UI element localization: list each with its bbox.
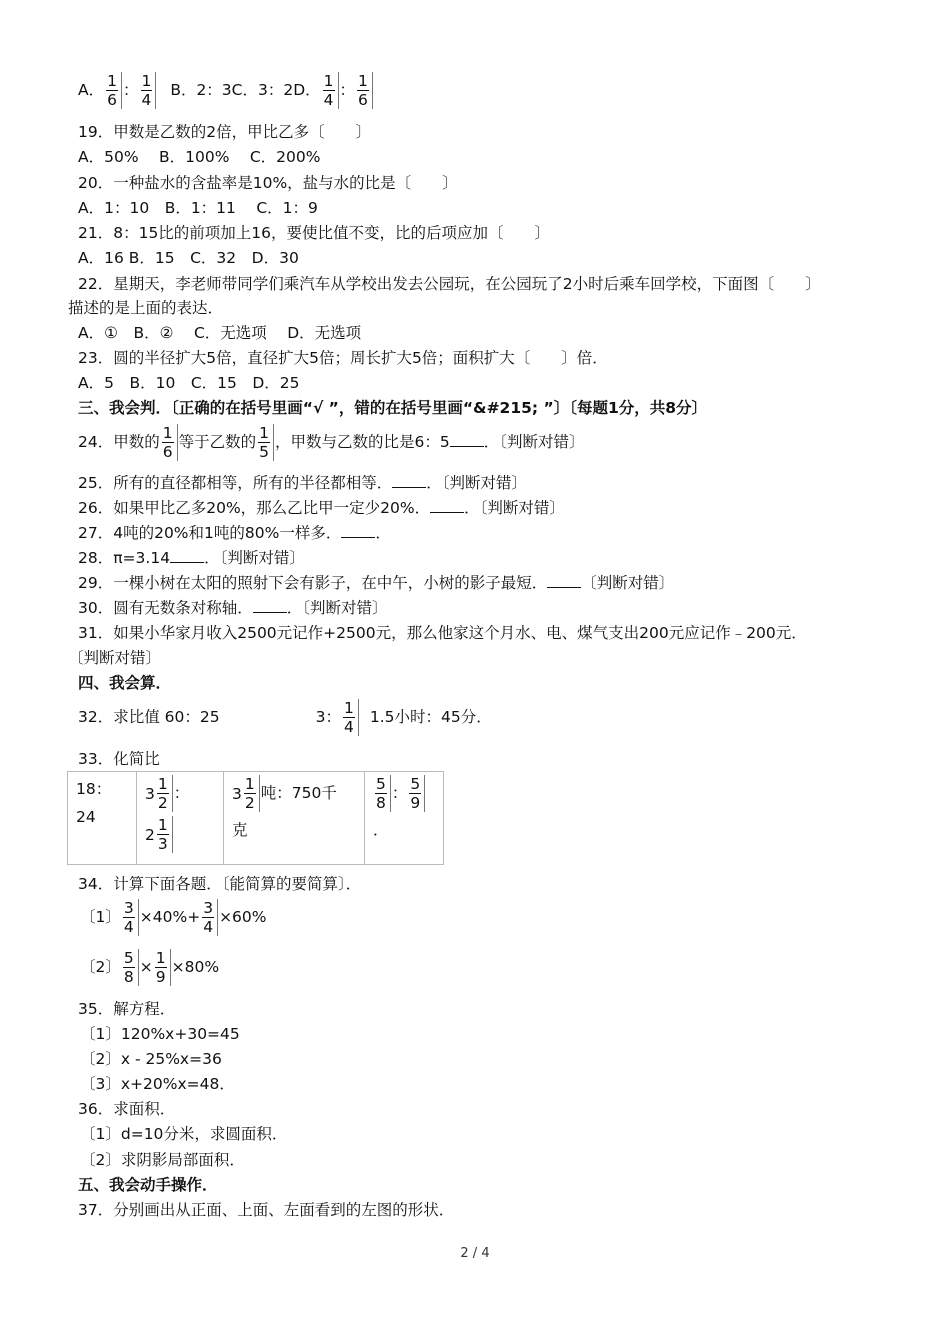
q27: 27．4吨的20%和1吨的80%一样多． ． [78,524,391,542]
fraction: $\frac{1}{4}$ [322,72,339,109]
q31-stem: 31．如果小华家月收入2500元记作+2500元，那么他家这个月水、电、煤气支出200元应记作﹣200元． [78,624,807,642]
q32: 32．求比值 60：25 3： $\frac{1}{4}$ 1.5小时：45分． [78,699,492,736]
answer-blank[interactable] [392,473,426,488]
fraction: $\frac{1}{6}$ [356,72,373,109]
cell-1: 18： 24 [68,772,137,865]
q34-stem: 34．计算下面各题．〔能简算的要简算〕． [78,875,362,893]
q22-options: A．① B．② C．无选项 D．无选项 [78,324,362,342]
simplify-ratio-table [67,771,444,865]
q21-options: A．16 B．15 C．32 D．30 [78,249,299,267]
q35-part1: 〔1〕120%x+30=45 [80,1025,240,1043]
q37-stem: 37．分别画出从正面、上面、左面看到的左图的形状． [78,1201,455,1219]
q35-stem: 35．解方程． [78,1000,176,1018]
answer-blank[interactable] [547,573,581,588]
fraction: $\frac{1}{6}$ [105,72,122,109]
q28: 28．π=3.14 ．〔判断对错〕 [78,549,305,567]
answer-blank[interactable] [253,598,287,613]
q19-stem: 19．甲数是乙数的2倍，甲比乙多〔 〕 [78,123,372,141]
options-bcd: B．2：3C．3：2D． [170,81,321,99]
q36-stem: 36．求面积． [78,1100,176,1118]
q26: 26．如果甲比乙多20%，那么乙比甲一定少20%． ．〔判断对错〕 [78,499,565,517]
cell-3: 3 $\frac{1}{2}$ 吨：750千 克 [224,772,365,865]
q24: 24．甲数的 $\frac{1}{6}$ 等于乙数的 $\frac{1}{5}$ ，甲数与乙数的比是6：5 ．〔判断对错〕 [78,424,585,461]
q36-part2: 〔2〕求阴影局部面积． [80,1151,245,1169]
fraction: $\frac{1}{4}$ [342,699,359,736]
q35-part2: 〔2〕x - 25%x=36 [80,1050,222,1068]
fraction: $\frac{1}{4}$ [140,72,157,109]
q18-options: A． $\frac{1}{6}$ ： $\frac{1}{4}$ B．2：3C．3：2D． $\frac{1}{4}$ ： $\frac{1}{6}$ [78,72,374,109]
q20-options: A．1：10 B．1：11 C．1：9 [78,199,318,217]
q30: 30．圆有无数条对称轴． ．〔判断对错〕 [78,599,388,617]
section-4-heading: 四、我会算． [78,674,172,692]
page-number: 2 / 4 [460,1246,490,1261]
cell-2: 3 $\frac{1}{2}$ ： 2 $\frac{1}{3}$ [137,772,224,865]
q23-options: A．5 B．10 C．15 D．25 [78,374,300,392]
q25: 25．所有的直径都相等，所有的半径都相等． ．〔判断对错〕 [78,474,527,492]
section-3-heading: 三、我会判．〔正确的在括号里画“√ ”，错的在括号里画“&#215; ”〕〔每题1分，共8分〕 [78,399,708,417]
q20-stem: 20．一种盐水的含盐率是10%，盐与水的比是〔 〕 [78,174,458,192]
q33-stem: 33．化简比 [78,750,160,768]
q34-part1: 〔1〕 $\frac{3}{4}$ ×40%+ $\frac{3}{4}$ ×60% [80,899,267,936]
q23-stem: 23．圆的半径扩大5倍，直径扩大5倍；周长扩大5倍；面积扩大〔 〕倍． [78,349,608,367]
q35-part3: 〔3〕x+20%x=48． [80,1075,235,1093]
q36-part1: 〔1〕d=10分米，求圆面积． [80,1125,288,1143]
cell-4: $\frac{5}{8}$ ： $\frac{5}{9}$ ． [365,772,444,865]
answer-blank[interactable] [430,498,464,513]
q22-stem-cont: 描述的是上面的表达． [68,299,224,317]
q21-stem: 21．8：15比的前项加上16，要使比值不变，比的后项应加〔 〕 [78,224,551,242]
q29: 29．一棵小树在太阳的照射下会有影子，在中午，小树的影子最短． 〔判断对错〕 [78,574,675,592]
answer-blank[interactable] [170,548,204,563]
q31-stem-cont: 〔判断对错〕 [68,649,162,667]
section-5-heading: 五、我会动手操作． [78,1176,218,1194]
answer-blank[interactable] [450,432,484,447]
fraction: $\frac{1}{5}$ [257,424,274,461]
q22-stem: 22．星期天，李老师带同学们乘汽车从学校出发去公园玩，在公园玩了2小时后乘车回学校，下面图〔 〕 [78,275,821,293]
fraction: $\frac{1}{6}$ [161,424,178,461]
option-a-label: A． [78,81,105,99]
q34-part2: 〔2〕 $\frac{5}{8}$ × $\frac{1}{9}$ ×80% [80,949,220,986]
answer-blank[interactable] [341,523,375,538]
q19-options: A．50% B．100% C．200% [78,148,321,166]
